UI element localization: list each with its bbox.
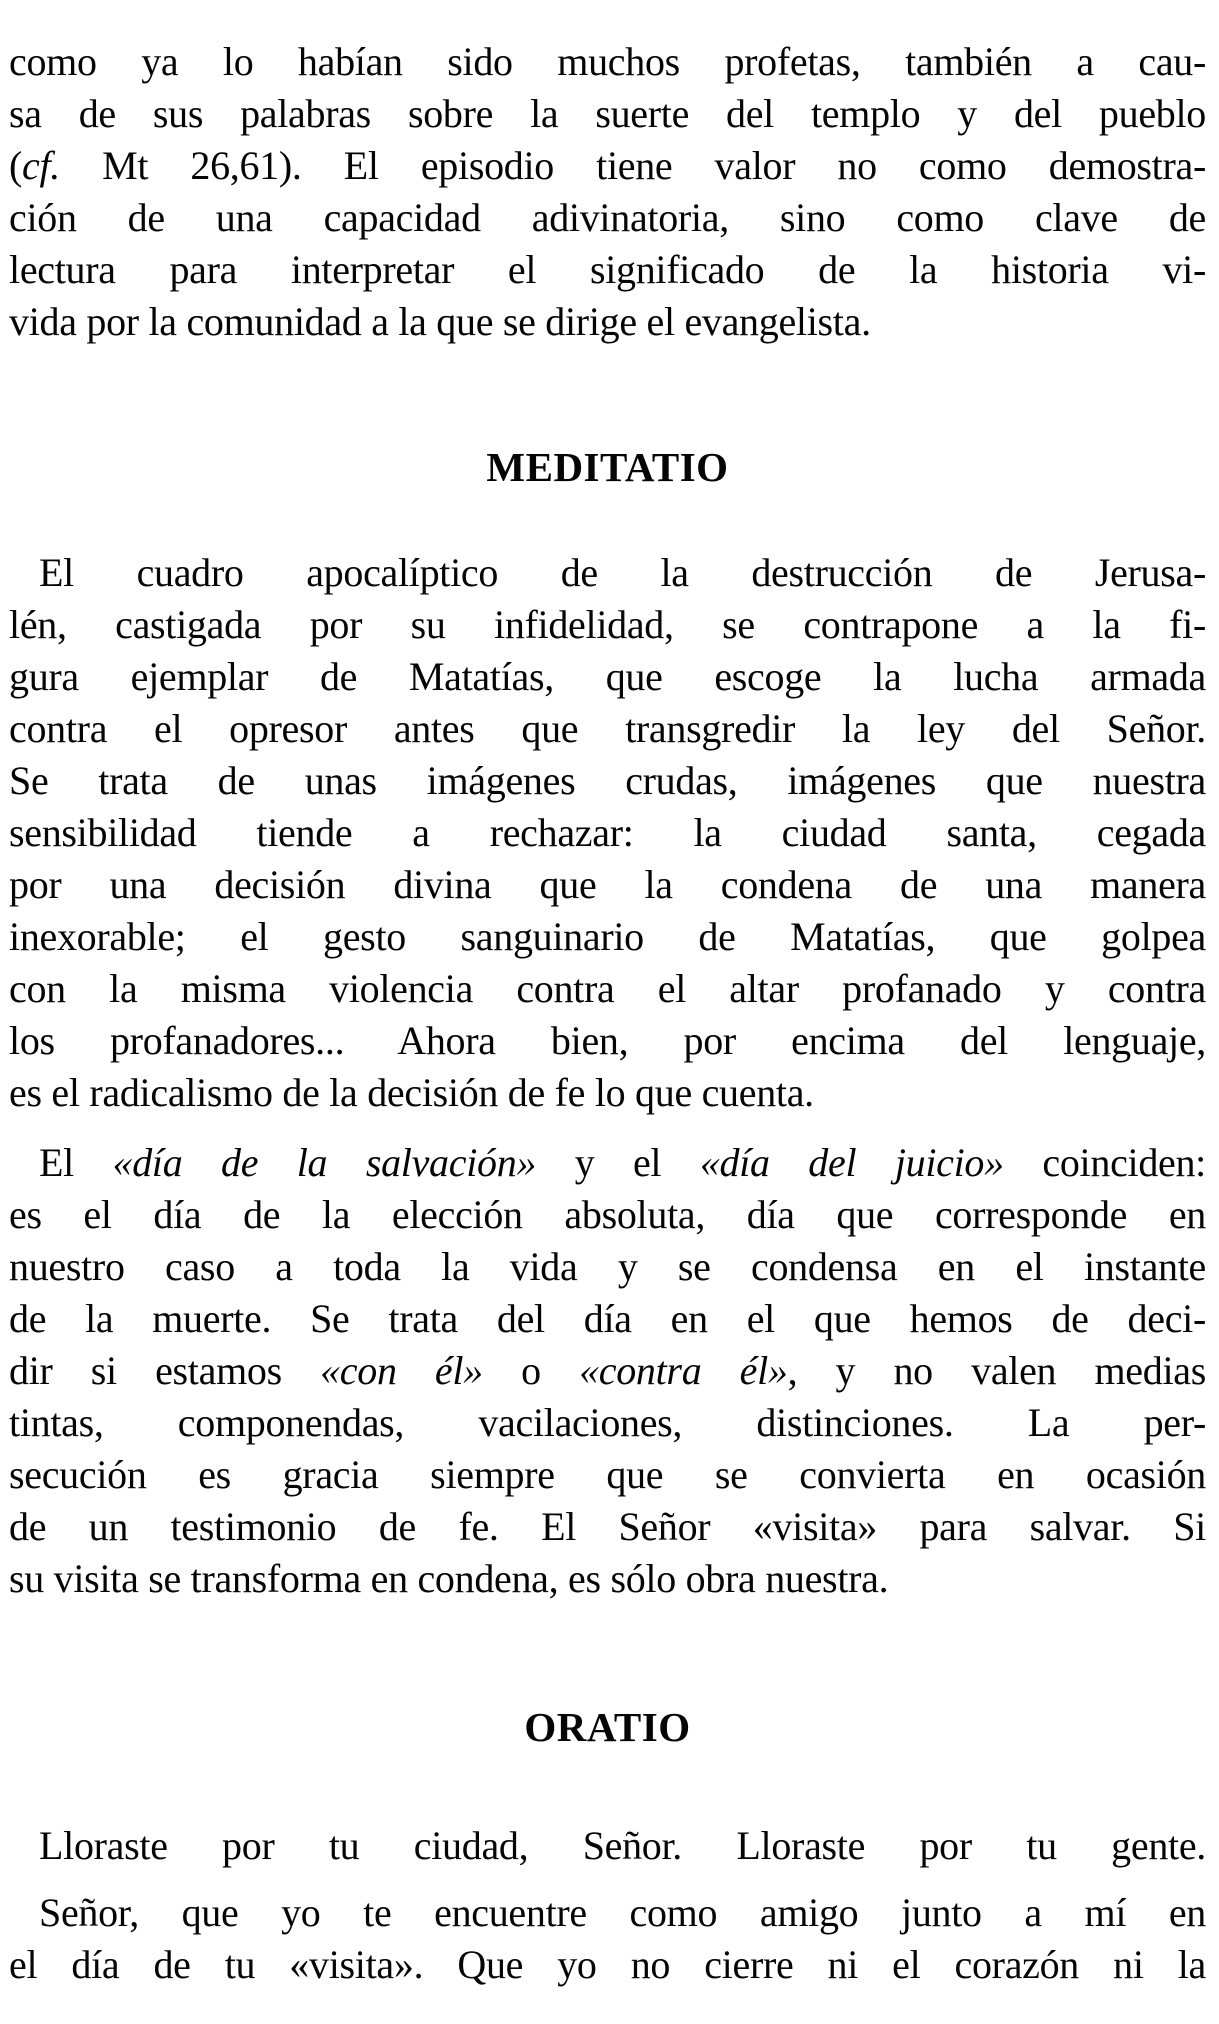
italic-text: «día del juicio» (699, 1140, 1004, 1185)
text-segment: es el radicalismo de la decisión de fe lo que cuenta. (9, 1070, 814, 1115)
text-line (9, 1137, 1206, 1189)
text-line (9, 192, 1206, 244)
text-line (9, 88, 1206, 140)
text-line (9, 911, 1206, 963)
text-segment: los profanadores... Ahora bien, por encima del lenguaje, (9, 1018, 1206, 1063)
text-line (9, 547, 1206, 599)
text-line (9, 296, 1206, 348)
text-line (9, 963, 1206, 1015)
text-line (9, 859, 1206, 911)
text-segment: sa de sus palabras sobre la suerte del templo y del pueblo (9, 91, 1206, 136)
text-line (9, 703, 1206, 755)
text-segment: como ya lo habían sido muchos profetas, también a cau- (9, 39, 1206, 84)
text-segment: ción de una capacidad adivinatoria, sino como clave de (9, 195, 1206, 240)
text-segment: lén, castigada por su infidelidad, se contrapone a la fi- (9, 602, 1206, 647)
paragraph-oratio-1 (9, 1820, 1206, 1872)
text-segment: inexorable; el gesto sanguinario de Matatías, que golpea (9, 914, 1206, 959)
heading-oratio: ORATIO (524, 1704, 691, 1750)
text-line (9, 1820, 1206, 1872)
paragraph-meditatio-2 (9, 1137, 1206, 1605)
text-segment: el día de tu «visita». Que yo no cierre ni el corazón ni la (9, 1942, 1206, 1987)
text-segment: y el (536, 1140, 700, 1185)
text-line (9, 244, 1206, 296)
text-segment: su visita se transforma en condena, es sólo obra nuestra. (9, 1556, 889, 1601)
text-line (9, 1397, 1206, 1449)
text-line (9, 1345, 1206, 1397)
text-segment: secución es gracia siempre que se convierta en ocasión (9, 1452, 1206, 1497)
italic-text: cf. (22, 143, 60, 188)
text-line (9, 1553, 1206, 1605)
text-segment: tintas, componendas, vacilaciones, distinciones. La per- (9, 1400, 1206, 1445)
text-segment: sensibilidad tiende a rechazar: la ciudad santa, cegada (9, 810, 1206, 855)
text-segment: Mt 26,61). El episodio tiene valor no como demostra- (60, 143, 1206, 188)
text-line (9, 140, 1206, 192)
text-line (9, 1501, 1206, 1553)
text-segment: , y no valen medias (787, 1348, 1206, 1393)
text-line (9, 1887, 1206, 1939)
text-segment: El (39, 1140, 113, 1185)
heading-meditatio: MEDITATIO (486, 444, 729, 490)
text-line (9, 651, 1206, 703)
text-line (9, 1293, 1206, 1345)
paragraph-oratio-2 (9, 1887, 1206, 1991)
text-segment: nuestro caso a toda la vida y se condensa en el instante (9, 1244, 1206, 1289)
text-segment: de un testimonio de fe. El Señor «visita» para salvar. Si (9, 1504, 1206, 1549)
text-line (9, 599, 1206, 651)
text-line (9, 755, 1206, 807)
text-segment: por una decisión divina que la condena de una manera (9, 862, 1206, 907)
text-segment: Lloraste por tu ciudad, Señor. Lloraste por tu gente. (39, 1823, 1206, 1868)
text-segment: dir si estamos (9, 1348, 321, 1393)
text-segment: ( (9, 143, 23, 188)
paragraph-continuation (9, 36, 1206, 348)
paragraph-meditatio-1 (9, 547, 1206, 1119)
text-segment: lectura para interpretar el significado de la historia vi- (9, 247, 1206, 292)
text-segment: gura ejemplar de Matatías, que escoge la lucha armada (9, 654, 1206, 699)
italic-text: «día de la salvación» (112, 1140, 537, 1185)
text-segment: coinciden: (1003, 1140, 1206, 1185)
text-segment: Señor, que yo te encuentre como amigo junto a mí en (39, 1890, 1206, 1935)
italic-text: «contra él» (579, 1348, 788, 1393)
text-line (9, 36, 1206, 88)
text-line (9, 1241, 1206, 1293)
text-line (9, 1449, 1206, 1501)
text-segment: El cuadro apocalíptico de la destrucción de Jerusa- (39, 550, 1206, 595)
italic-text: «con él» (320, 1348, 483, 1393)
text-line (9, 1189, 1206, 1241)
text-line (9, 807, 1206, 859)
text-segment: vida por la comunidad a la que se dirige el evangelista. (9, 299, 871, 344)
text-segment: de la muerte. Se trata del día en el que hemos de deci- (9, 1296, 1206, 1341)
text-segment: con la misma violencia contra el altar profanado y contra (9, 966, 1206, 1011)
text-line (9, 1067, 1206, 1119)
text-line (9, 1939, 1206, 1991)
text-segment: contra el opresor antes que transgredir la ley del Señor. (9, 706, 1206, 751)
text-segment: es el día de la elección absoluta, día que corresponde en (9, 1192, 1206, 1237)
text-segment: o (482, 1348, 580, 1393)
text-segment: Se trata de unas imágenes crudas, imágenes que nuestra (9, 758, 1206, 803)
text-line (9, 1015, 1206, 1067)
